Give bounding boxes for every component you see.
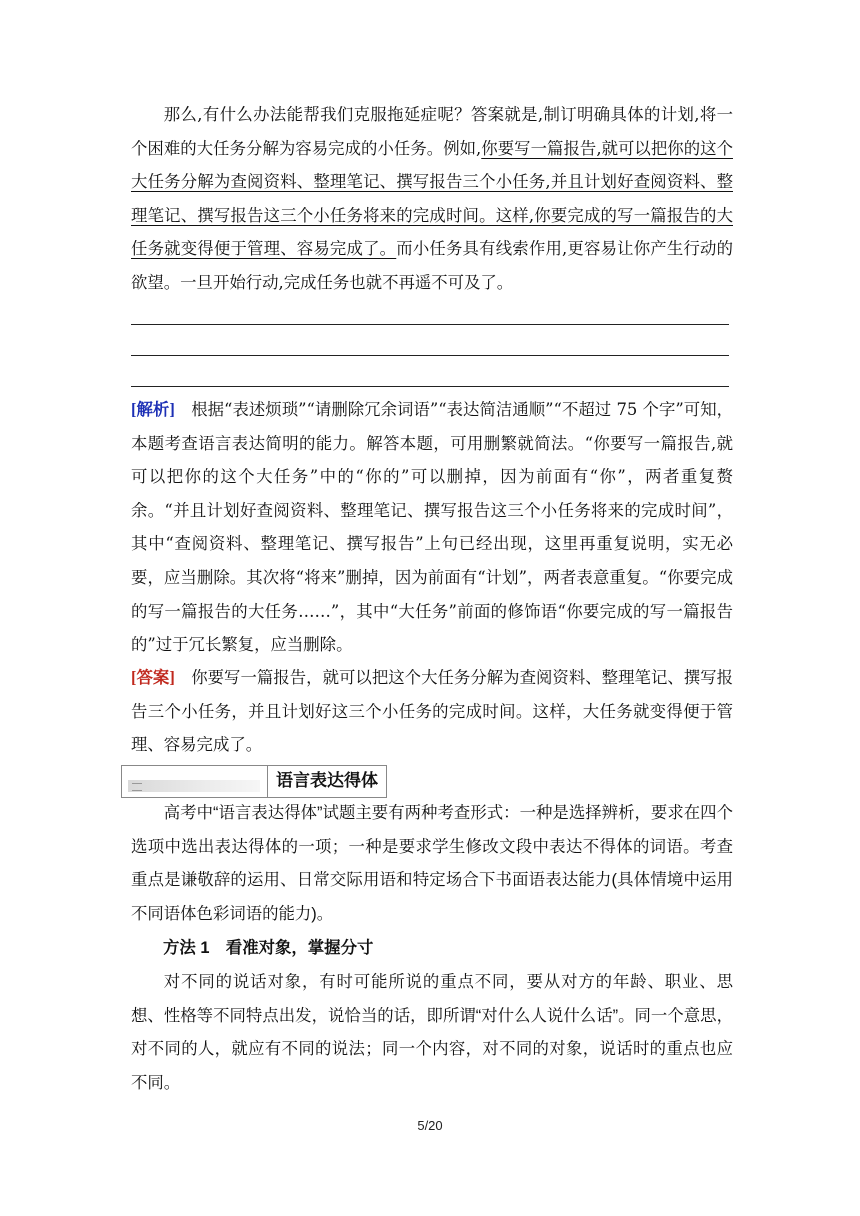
analysis-tag: [解析] [131,400,175,419]
section-header-box [121,765,387,798]
section-intro-paragraph [131,797,733,931]
method-1-text: 对不同的说话对象，有时可能所说的重点不同，要从对方的年龄、职业、思想、性格等不同特点出发，说恰当的话，即所谓“对什么人说什么话”。同一个意思，对不同的人，就应有不同的说法；同一个内容，对不同的对象，说话时的重点也应不同。 [131,973,733,1092]
method-1-heading: 方法 1 看准对象，掌握分寸 [163,939,374,957]
section-intro-text: 高考中“语言表达得体”试题主要有两种考查形式：一种是选择辨析，要求在四个选项中选出表达得体的一项；一种是要求学生修改文段中表达不得体的词语。考查重点是谦敬辞的运用、日常交际用语和特定场合下书面语表达能力(具体情境中运用不同语体色彩词语的能力)。 [131,804,733,923]
answer-blank-line-2 [131,355,729,356]
strip-mark-icon [132,783,142,791]
answer-blank-line-3 [131,386,729,387]
intro-underlined-passage: 你要写一篇报告,就可以把你的这个大任务分解为查阅资料、整理笔记、撰写报告三个小任务,并且计划好查阅资料、整理笔记、撰写报告这三个小任务将来的完成时间。这样,你要完成的写一篇报告的大任务就变得便于管理、容易完成了。 [131,138,733,259]
analysis-text: 根据“表述烦琐”“请删除冗余词语”“表达简洁通顺”“不超过 75 个字”可知，本题考查语言表达简明的能力。解答本题，可用删繁就简法。“你要写一篇报告,就可以把你的这个大任务”中的“你的”可以删掉，因为前面有“你”，两者重复赘余。“并且计划好查阅资料、整理笔记、撰写报告这三个小任务将来的完成时间”，其中“查阅资料、整理笔记、撰写报告”上句已经出现，这里再重复说明，实无必要，应当删除。其次将“将来”删掉，因为前面有“计划”，两者表意重复。“你要完成的写一篇报告的大任务……”，其中“大任务”前面的修饰语“你要完成的写一篇报告的”过于冗长繁复，应当删除。 [131,400,734,655]
answer-tag: [答案] [131,668,175,687]
answer-text: 你要写一篇报告，就可以把这个大任务分解为查阅资料、整理笔记、撰写报告三个小任务，并且计划好这三个小任务的完成时间。这样，大任务就变得便于管理、容易完成了。 [131,669,734,755]
page-number: 5/20 [417,1118,443,1133]
intro-tail: 而小任务具有线索作用,更容易让你产生行动的欲望。一旦开始行动,完成任务也就不再遥不可及了。 [131,239,734,292]
intro-paragraph [131,98,733,300]
intro-lead: 那么,有什么办法能帮我们克服拖延症呢？答案就是,制订明确具体的计划,将一个困难的大任务分解为容易完成的小任务。例如, [131,105,733,158]
section-strip-icon [128,780,260,792]
section-divider [267,766,268,797]
section-title: 语言表达得体 [276,771,378,790]
method-1-paragraph [131,966,733,1100]
answer-blank-line-1 [131,324,729,325]
analysis-paragraph [131,393,733,662]
answer-paragraph [131,661,733,763]
